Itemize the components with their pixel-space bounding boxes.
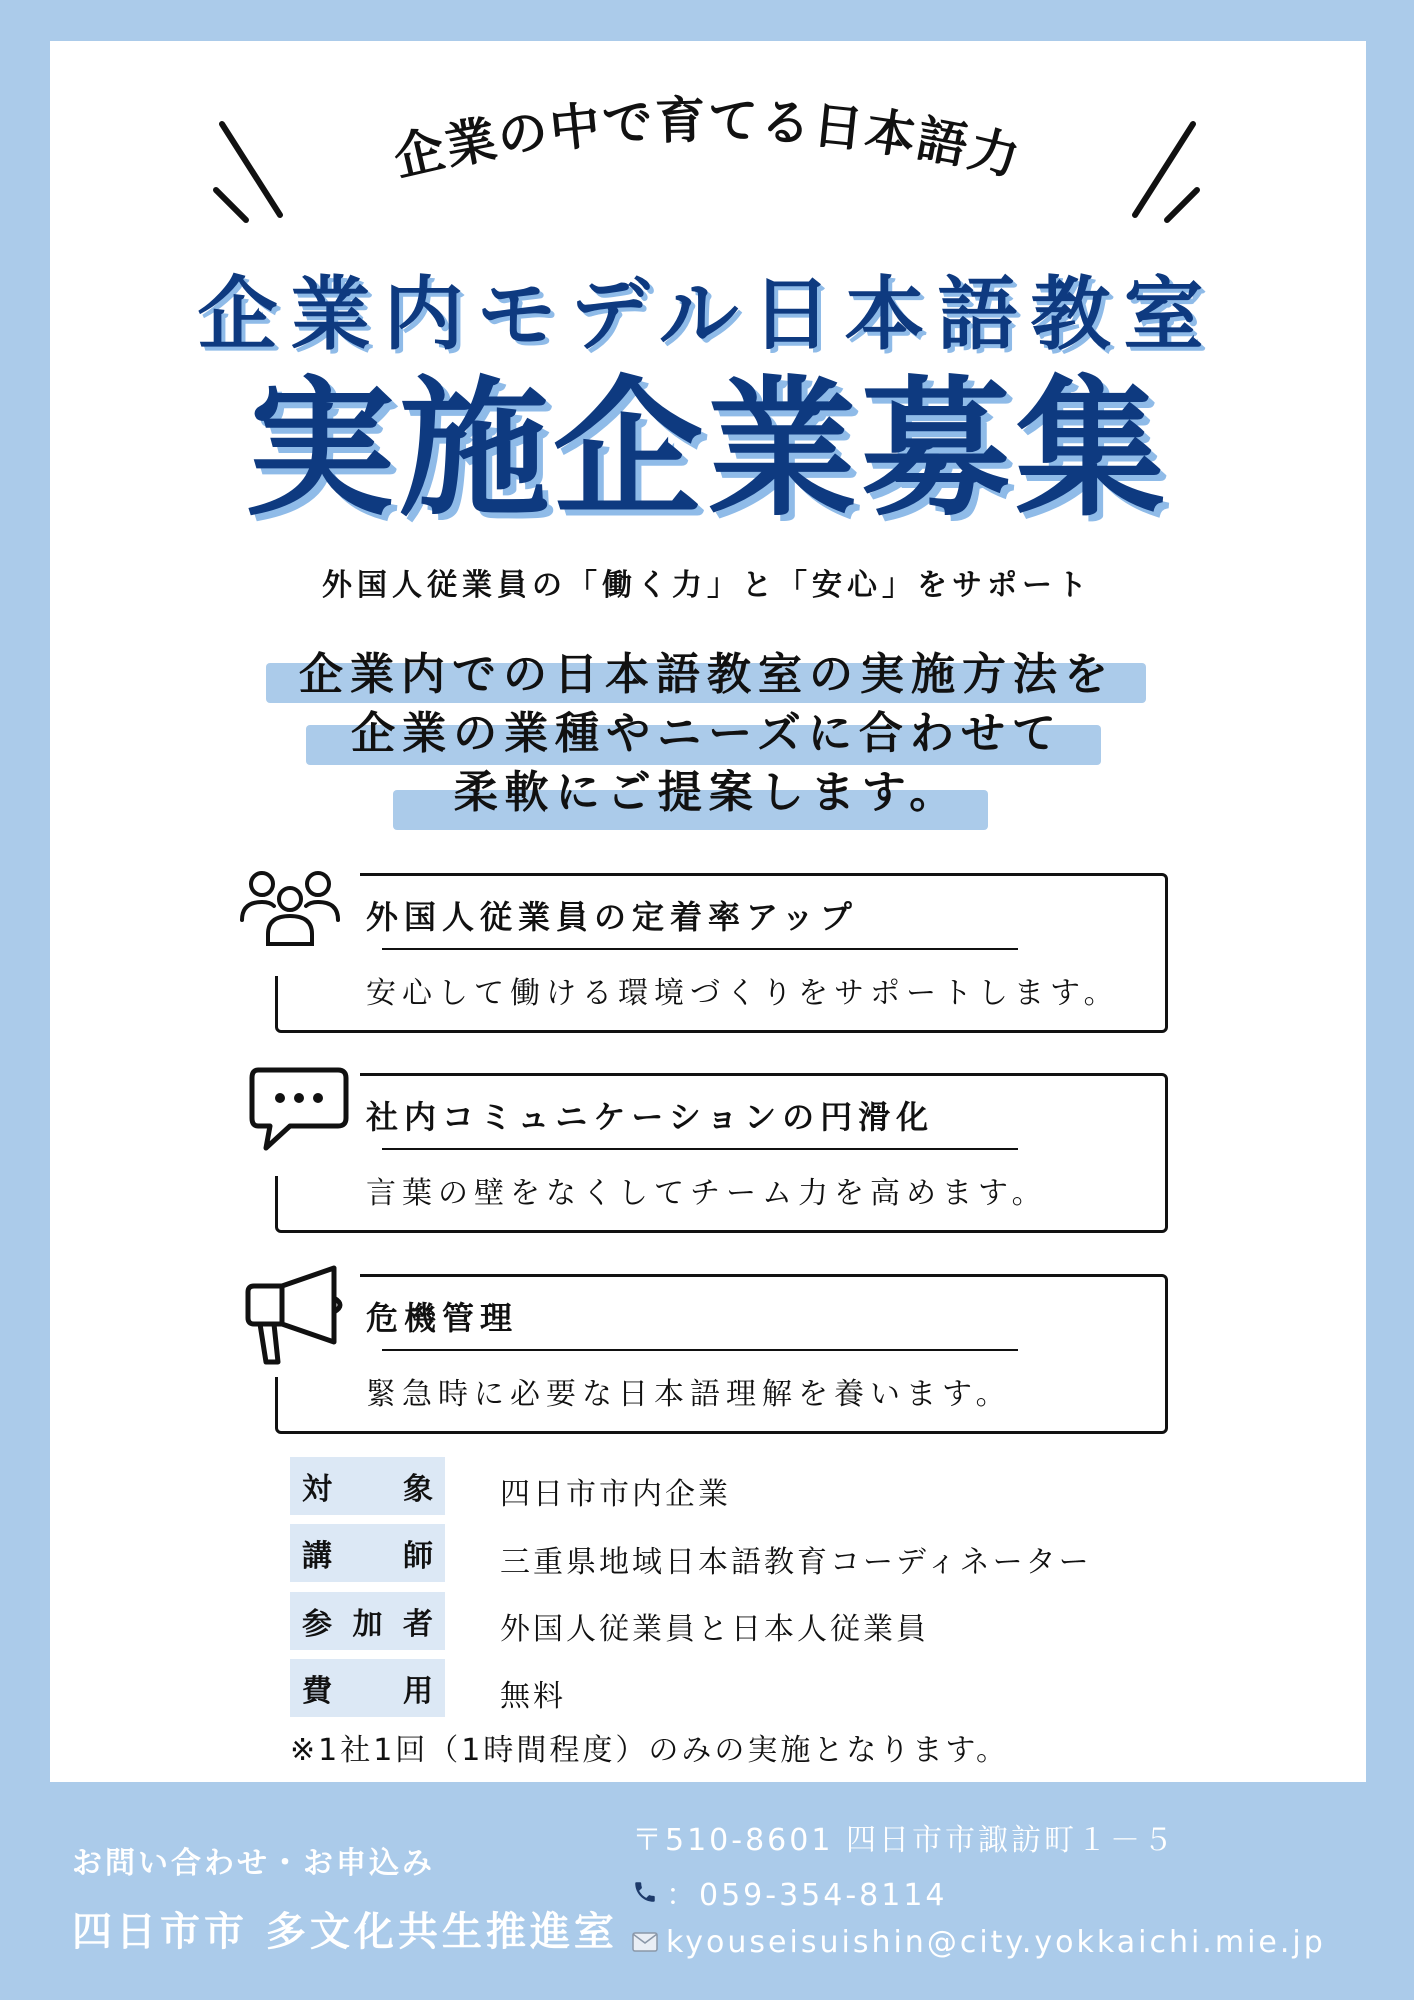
info-label-instructor: 講 師 bbox=[290, 1524, 445, 1582]
phone bbox=[632, 1870, 948, 1914]
svg-text:企業の中で育てる日本語力 bbox=[388, 91, 1026, 187]
info-value-participants: 外国人従業員と日本人従業員 bbox=[500, 1612, 929, 1647]
divider bbox=[382, 1148, 1018, 1150]
feature-title: 社内コミュニケーションの円滑化 bbox=[366, 1098, 935, 1136]
email bbox=[632, 1925, 1326, 1960]
feature-title: 危機管理 bbox=[366, 1299, 519, 1337]
info-label-target: 対 象 bbox=[290, 1457, 445, 1515]
lead-line-3: 柔軟にご提案します。 bbox=[453, 767, 961, 818]
lead-line-1: 企業内での日本語教室の実施方法を bbox=[299, 649, 1115, 700]
envelope-icon bbox=[632, 1925, 666, 1960]
address: 〒510-8601 四日市市諏訪町１－５ bbox=[632, 1823, 1176, 1858]
feature-description: 安心して働ける環境づくりをサポートします。 bbox=[366, 976, 1120, 1011]
feature-title: 外国人従業員の定着率アップ bbox=[366, 898, 858, 936]
feature-card bbox=[275, 1073, 1168, 1233]
note: ※1社1回（1時間程度）のみの実施となります。 bbox=[290, 1733, 1009, 1768]
spark-line-right-short bbox=[1167, 190, 1197, 220]
email-address[interactable]: kyouseisuishin@city.yokkaichi.mie.jp bbox=[666, 1925, 1326, 1960]
info-label-cost: 費 用 bbox=[290, 1659, 445, 1717]
phone-icon bbox=[632, 1878, 666, 1913]
divider bbox=[382, 948, 1018, 950]
lead-line-2: 企業の業種やニーズに合わせて bbox=[351, 708, 1063, 759]
info-label-participants: 参 加 者 bbox=[290, 1592, 445, 1650]
contact-label: お問い合わせ・お申込み bbox=[72, 1846, 435, 1881]
tagline: 企業の中で育てる日本語力 bbox=[388, 91, 1027, 188]
divider bbox=[382, 1349, 1018, 1351]
info-value-instructor: 三重県地域日本語教育コーディネーター bbox=[500, 1545, 1092, 1580]
info-value-cost: 無料 bbox=[500, 1679, 566, 1714]
chat-bubble-icon bbox=[248, 1066, 350, 1154]
phone-number[interactable]: ：059-354-8114 bbox=[666, 1878, 948, 1913]
heading-primary: 企業内モデル日本語教室 bbox=[197, 268, 1217, 361]
spark-line-left-short bbox=[216, 190, 246, 220]
feature-card bbox=[275, 1274, 1168, 1434]
organization-name: 四日市市 多文化共生推進室 bbox=[72, 1909, 618, 1955]
heading-main: 実施企業募集 bbox=[244, 363, 1169, 537]
subtitle: 外国人従業員の「働く力」と「安心」をサポート bbox=[322, 568, 1092, 603]
info-value-target: 四日市市内企業 bbox=[500, 1477, 731, 1512]
tagline-decoration bbox=[0, 0, 1414, 260]
megaphone-icon bbox=[244, 1264, 352, 1368]
feature-description: 言葉の壁をなくしてチーム力を高めます。 bbox=[366, 1176, 1048, 1211]
feature-description: 緊急時に必要な日本語理解を養います。 bbox=[366, 1377, 1012, 1412]
people-icon bbox=[238, 868, 342, 948]
feature-card bbox=[275, 873, 1168, 1033]
